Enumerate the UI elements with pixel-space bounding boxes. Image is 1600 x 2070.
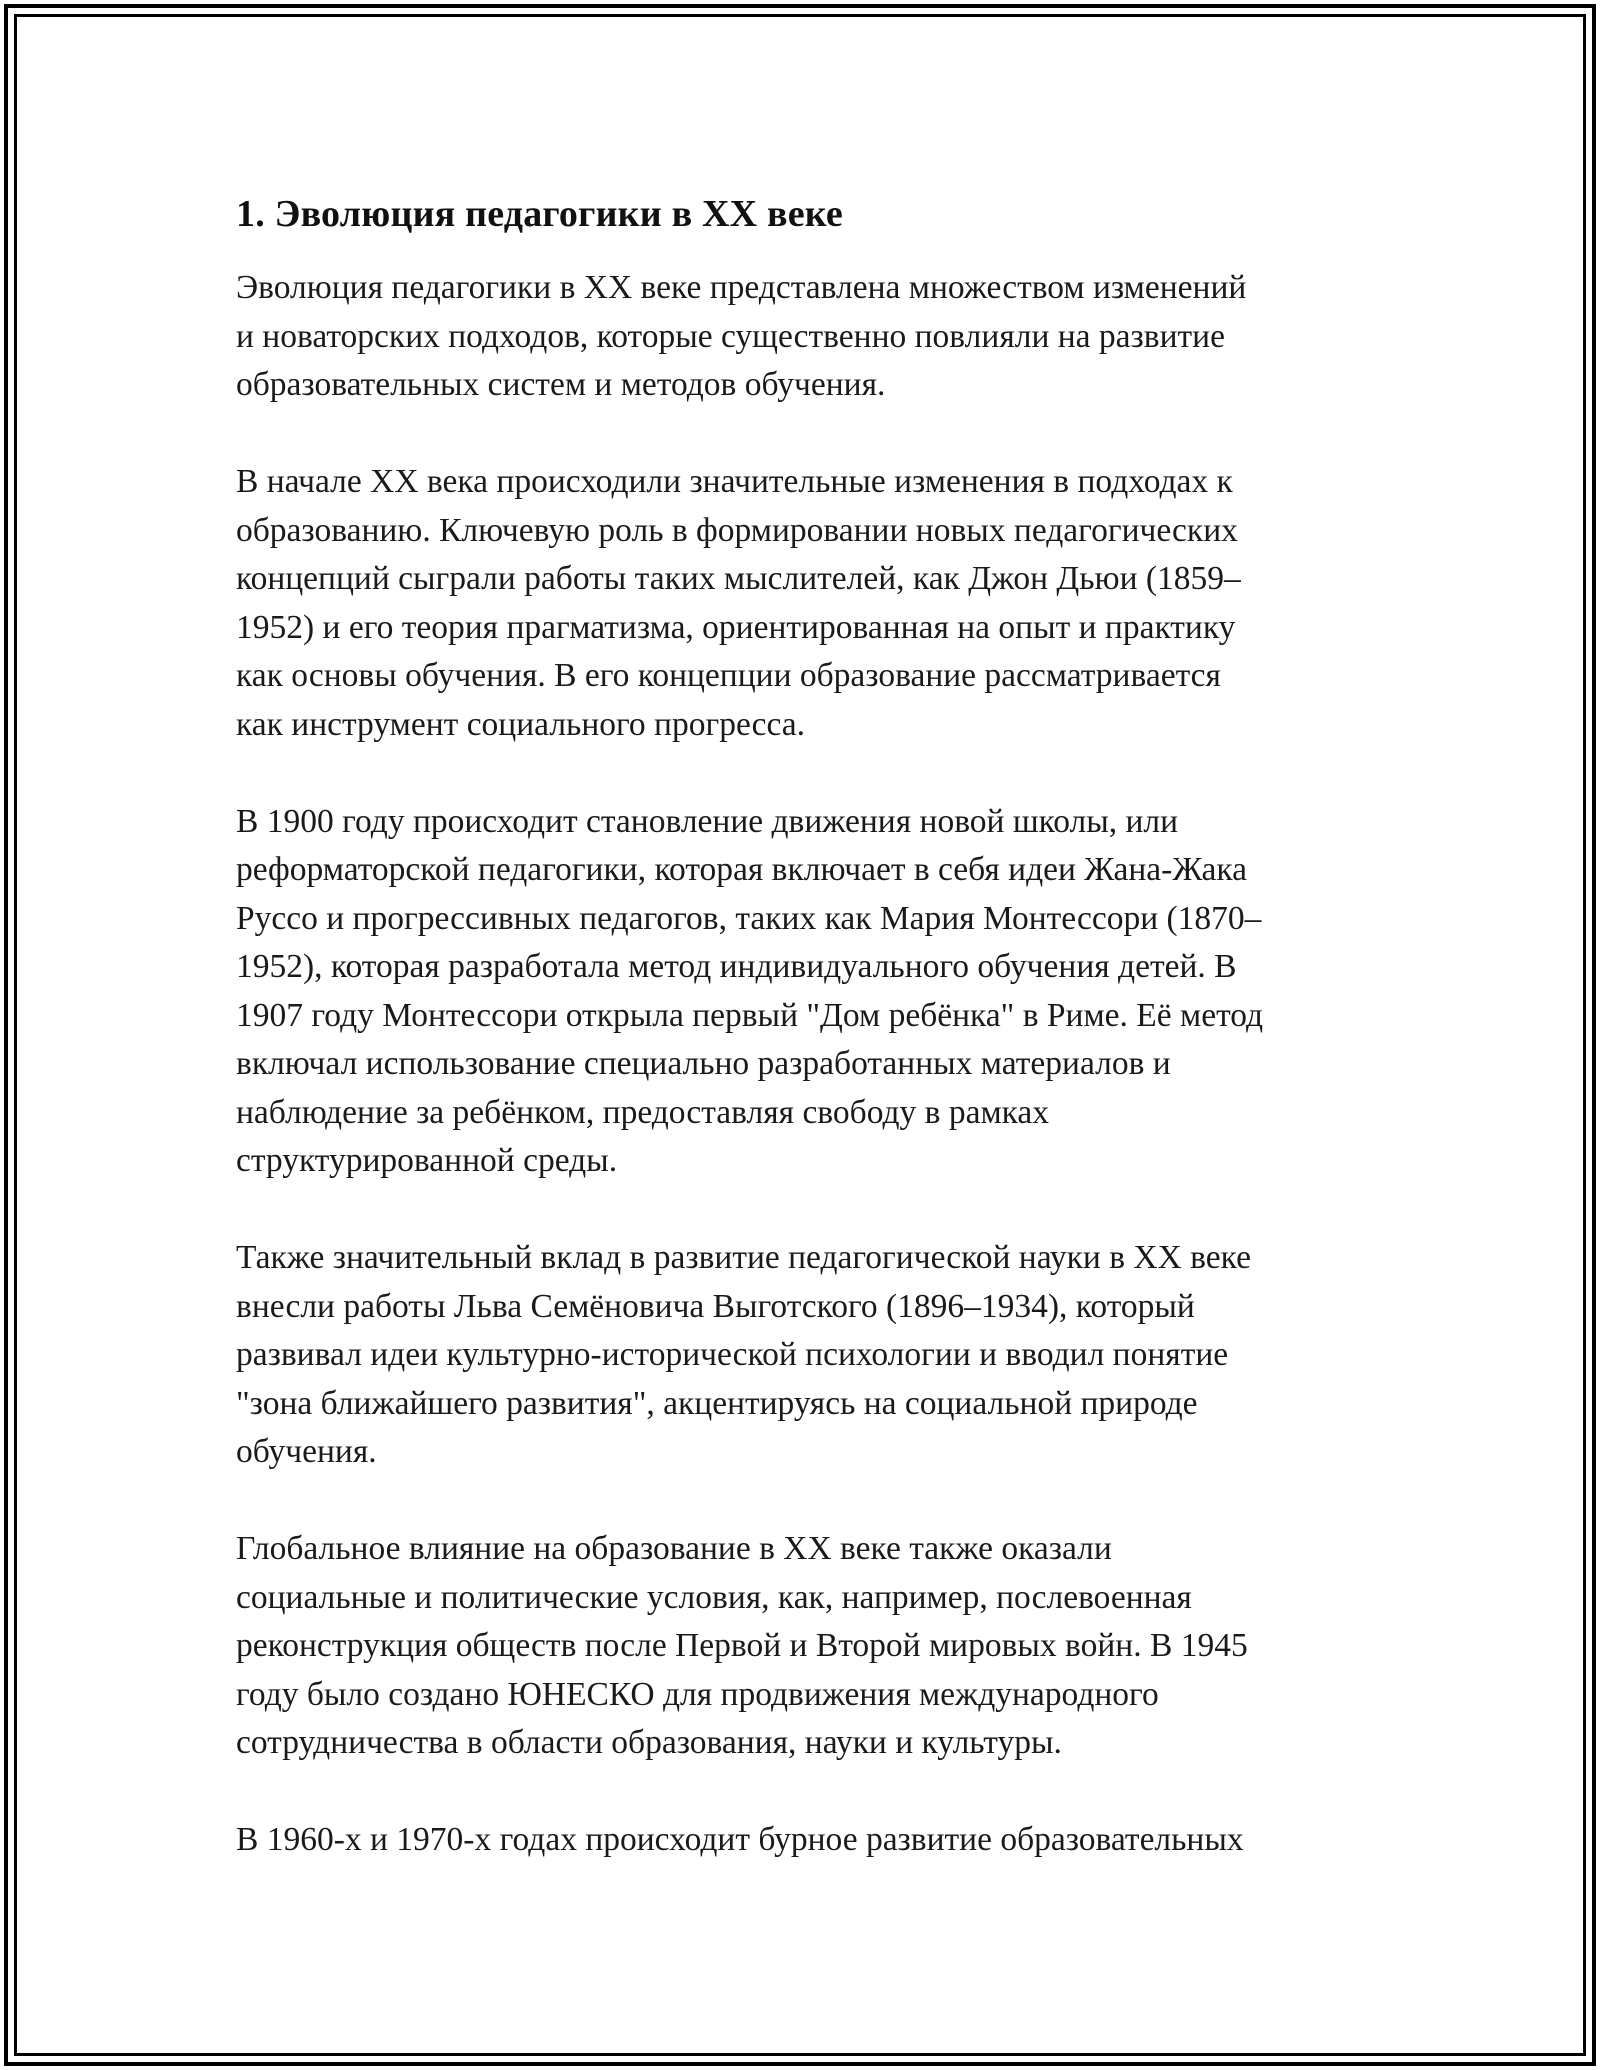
text-line: В 1960-х и 1970-х годах происходит бурное развитие образовательных bbox=[236, 1821, 1244, 1858]
paragraph-1960s bbox=[236, 1816, 1376, 1865]
paragraph-montessori bbox=[236, 798, 1376, 1186]
text-line: 1952), которая разработала метод индивидуального обучения детей. В bbox=[236, 948, 1237, 985]
text-line: внесли работы Льва Семёновича Выготского (1896–1934), который bbox=[236, 1287, 1195, 1325]
text-line: социальные и политические условия, как, например, послевоенная bbox=[236, 1578, 1192, 1616]
text-line: реконструкция обществ после Первой и Второй мировых войн. В 1945 bbox=[236, 1627, 1248, 1664]
text-line: реформаторской педагогики, которая включает в себя идеи Жана-Жака bbox=[236, 851, 1248, 888]
text-line: году было создано ЮНЕСКО для продвижения международного bbox=[236, 1675, 1159, 1713]
paragraph-vygotsky bbox=[236, 1234, 1376, 1477]
text-line: наблюдение за ребёнком, предоставляя свободу в рамках bbox=[236, 1093, 1050, 1131]
section-heading: 1. Эволюция педагогики в XX веке bbox=[236, 193, 843, 235]
text-line: как основы обучения. В его концепции образование рассматривается bbox=[236, 657, 1221, 694]
text-line: В начале XX века происходили значительные изменения в подходах к bbox=[236, 463, 1233, 500]
text-line: развивал идеи культурно-исторической психологии и вводил понятие bbox=[236, 1336, 1229, 1373]
document-body bbox=[236, 264, 1376, 1865]
paragraph-unesco bbox=[236, 1525, 1376, 1768]
text-line: Также значительный вклад в развитие педагогической науки в XX веке bbox=[236, 1239, 1251, 1276]
text-line: образовательных систем и методов обучения. bbox=[236, 366, 886, 403]
text-line: Эволюция педагогики в XX веке представлена множеством изменений bbox=[236, 269, 1247, 306]
text-line: 1907 году Монтессори открыла первый "Дом ребёнка" в Риме. Её метод bbox=[236, 996, 1264, 1034]
text-line: образованию. Ключевую роль в формировании новых педагогических bbox=[236, 511, 1238, 549]
text-line: и новаторских подходов, которые существенно повлияли на развитие bbox=[236, 317, 1225, 355]
text-line: структурированной среды. bbox=[236, 1142, 618, 1179]
paragraph-intro bbox=[236, 264, 1376, 410]
document-page bbox=[236, 184, 1376, 1865]
text-line: включал использование специально разработанных материалов и bbox=[236, 1045, 1171, 1082]
paragraph-dewey bbox=[236, 458, 1376, 749]
text-line: В 1900 году происходит становление движения новой школы, или bbox=[236, 802, 1179, 840]
text-line: как инструмент социального прогресса. bbox=[236, 705, 806, 743]
text-line: сотрудничества в области образования, науки и культуры. bbox=[236, 1724, 1062, 1761]
text-line: 1952) и его теория прагматизма, ориентированная на опыт и практику bbox=[236, 608, 1236, 646]
text-line: "зона ближайшего развития", акцентируясь на социальной природе bbox=[236, 1384, 1198, 1422]
text-line: концепций сыграли работы таких мыслителей, как Джон Дьюи (1859– bbox=[236, 560, 1241, 597]
text-line: Руссо и прогрессивных педагогов, таких как Мария Монтессори (1870– bbox=[236, 899, 1262, 937]
text-line: обучения. bbox=[236, 1433, 377, 1470]
text-line: Глобальное влияние на образование в XX веке также оказали bbox=[236, 1530, 1112, 1567]
